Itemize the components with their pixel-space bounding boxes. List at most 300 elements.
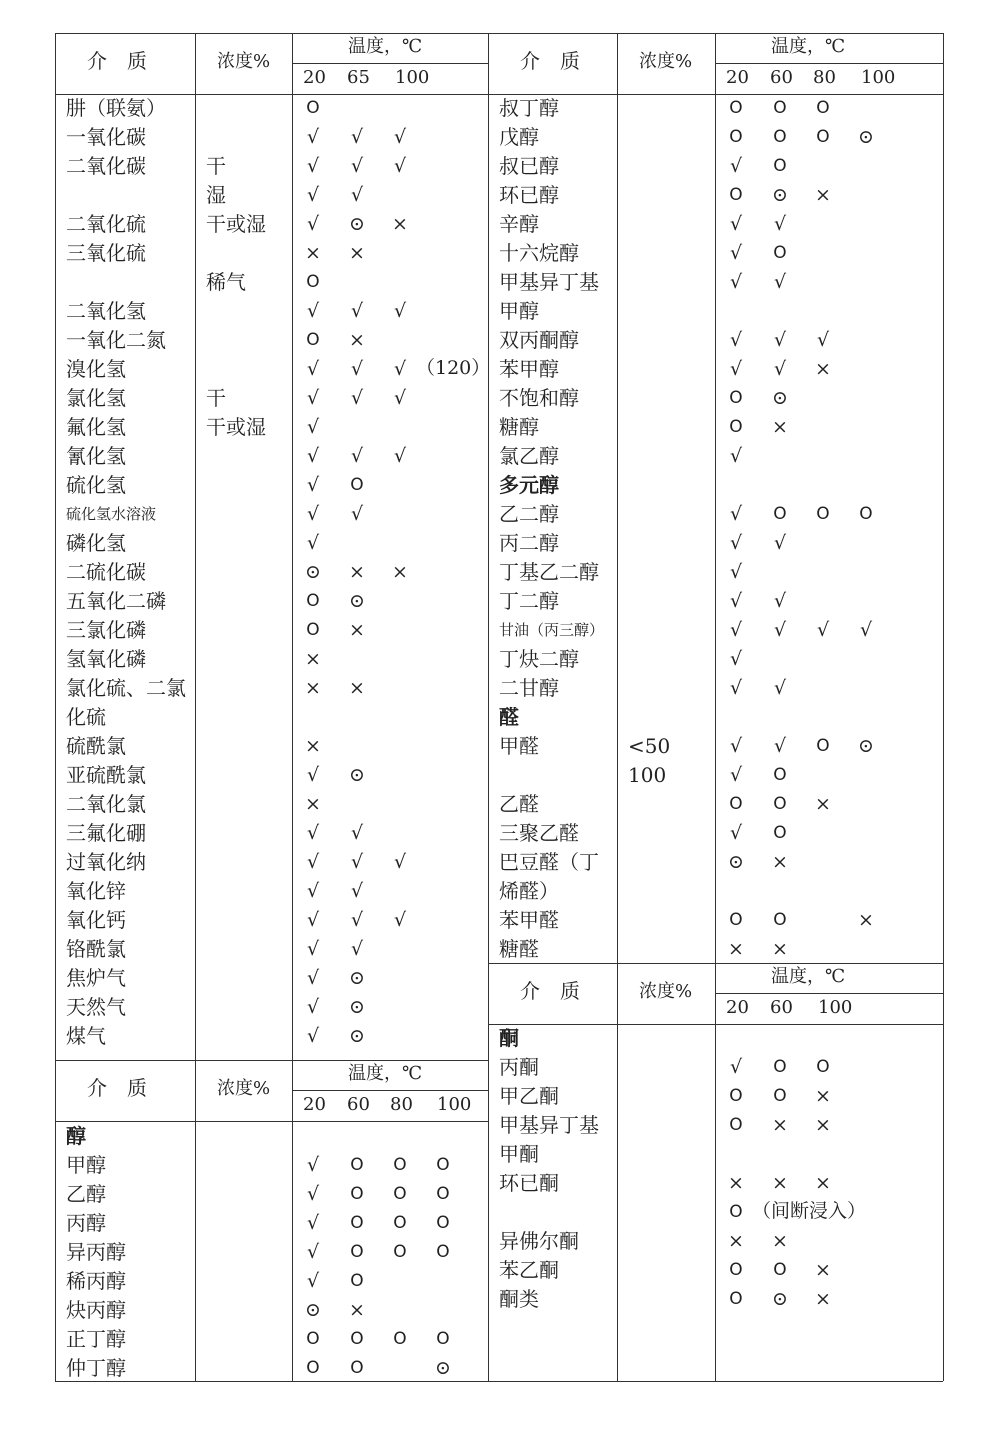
rule [55, 33, 56, 1381]
resistance-mark: √ [306, 1025, 320, 1047]
medium-name: 硫酰氯 [66, 734, 126, 758]
resistance-mark: O [306, 272, 320, 292]
medium-name: 焦炉气 [66, 966, 126, 990]
resistance-mark: O [350, 1155, 364, 1175]
resistance-mark: × [349, 329, 365, 351]
resistance-mark: × [305, 677, 321, 699]
resistance-mark: O [393, 1242, 407, 1262]
header-temp-100: 100 [437, 1094, 472, 1115]
resistance-mark: O [773, 156, 787, 176]
header-temperature: 温度，℃ [771, 36, 846, 57]
resistance-mark: ⊙ [728, 851, 744, 873]
resistance-mark: O [729, 1115, 743, 1135]
medium-name: 铬酰氯 [66, 937, 126, 961]
resistance-mark: √ [306, 1241, 320, 1263]
medium-name: 硫化氢水溶液 [66, 505, 157, 523]
resistance-mark: O [773, 98, 787, 118]
resistance-mark: O [306, 620, 320, 640]
resistance-mark: O [773, 127, 787, 147]
resistance-mark: O [773, 504, 787, 524]
resistance-mark: O [729, 1260, 743, 1280]
resistance-mark: O [729, 185, 743, 205]
resistance-mark: √ [350, 358, 364, 380]
rule [617, 33, 618, 1381]
resistance-mark: √ [306, 880, 320, 902]
medium-name: 二氧化硫 [66, 212, 146, 236]
resistance-mark: √ [729, 1056, 743, 1078]
header-temp-20: 20 [726, 997, 749, 1018]
medium-name: 多元醇 [499, 473, 559, 497]
resistance-mark: √ [816, 329, 830, 351]
resistance-mark: √ [306, 1183, 320, 1205]
medium-name: 二氧化氢 [66, 299, 146, 323]
medium-name: 甲基异丁基 [499, 1113, 599, 1137]
medium-name: 乙二醇 [499, 502, 559, 526]
resistance-mark: √ [350, 503, 364, 525]
medium-name: 亚硫酰氯 [66, 763, 146, 787]
resistance-mark: ⊙ [349, 764, 365, 786]
concentration-value: 干 [206, 154, 226, 178]
resistance-mark: √ [350, 851, 364, 873]
medium-name: 乙醇 [66, 1182, 106, 1206]
resistance-mark: × [858, 909, 874, 931]
resistance-mark: O [393, 1184, 407, 1204]
resistance-mark: × [305, 648, 321, 670]
resistance-mark: √ [306, 938, 320, 960]
medium-name: 氯化硫、二氯 [66, 676, 186, 700]
concentration-value: 干或湿 [206, 415, 266, 439]
resistance-mark: × [305, 793, 321, 815]
medium-name: 戊醇 [499, 125, 539, 149]
resistance-mark: O [393, 1155, 407, 1175]
header-medium: 介 质 [87, 49, 147, 73]
medium-name: 一氧化碳 [66, 125, 146, 149]
resistance-mark: × [728, 1230, 744, 1252]
header-concentration: 浓度% [639, 981, 693, 1002]
resistance-mark: √ [306, 416, 320, 438]
resistance-mark: √ [350, 938, 364, 960]
resistance-mark: ⊙ [305, 561, 321, 583]
resistance-mark: √ [306, 909, 320, 931]
resistance-mark: ⊙ [349, 590, 365, 612]
resistance-mark: O [393, 1329, 407, 1349]
resistance-mark: × [349, 242, 365, 264]
medium-name: 醇 [66, 1124, 86, 1148]
resistance-mark: √ [306, 445, 320, 467]
resistance-mark: √ [306, 822, 320, 844]
medium-name: 甘油（丙三醇） [499, 621, 605, 639]
resistance-mark: O [729, 1086, 743, 1106]
resistance-mark: √ [816, 619, 830, 641]
medium-name: 酮 [499, 1026, 519, 1050]
medium-name: 三聚乙醛 [499, 821, 579, 845]
medium-name: 苯甲醇 [499, 357, 559, 381]
header-temperature: 温度，℃ [348, 1063, 423, 1084]
resistance-mark: √ [393, 126, 407, 148]
medium-name: 氯乙醇 [499, 444, 559, 468]
medium-name: 辛醇 [499, 212, 539, 236]
resistance-mark: √ [729, 822, 743, 844]
resistance-mark: O [350, 1184, 364, 1204]
resistance-mark: × [772, 416, 788, 438]
resistance-mark: √ [773, 619, 787, 641]
resistance-mark: × [728, 938, 744, 960]
resistance-mark: √ [393, 155, 407, 177]
medium-name: 糖醛 [499, 937, 539, 961]
resistance-mark: √ [729, 648, 743, 670]
medium-name: 二硫化碳 [66, 560, 146, 584]
header-medium: 介 质 [520, 49, 580, 73]
medium-name: 乙醛 [499, 792, 539, 816]
medium-name: 三氟化硼 [66, 821, 146, 845]
medium-name: 氟化氢 [66, 415, 126, 439]
medium-name: 酮类 [499, 1287, 539, 1311]
medium-name: 丙二醇 [499, 531, 559, 555]
header-temperature: 温度，℃ [348, 36, 423, 57]
resistance-mark: √ [729, 358, 743, 380]
concentration-value: 干或湿 [206, 212, 266, 236]
resistance-mark: O [773, 243, 787, 263]
resistance-mark: √ [306, 532, 320, 554]
medium-name: 叔已醇 [499, 154, 559, 178]
medium-name: 叔丁醇 [499, 96, 559, 120]
header-temperature: 温度，℃ [771, 966, 846, 987]
header-temp-80: 80 [390, 1094, 413, 1115]
rule [488, 963, 943, 964]
resistance-mark: O [436, 1155, 450, 1175]
rule [55, 1121, 488, 1122]
medium-name: 过氧化纳 [66, 850, 146, 874]
resistance-mark: O [773, 1057, 787, 1077]
resistance-mark: √ [393, 300, 407, 322]
resistance-mark: √ [773, 590, 787, 612]
header-temp-20: 20 [726, 67, 749, 88]
note-text: （120） [416, 357, 491, 379]
resistance-mark: O [729, 388, 743, 408]
medium-name: 丙酮 [499, 1055, 539, 1079]
medium-name: 异佛尔酮 [499, 1229, 579, 1253]
resistance-mark: O [773, 794, 787, 814]
resistance-mark: √ [306, 213, 320, 235]
medium-name: 炔丙醇 [66, 1298, 126, 1322]
medium-name: 甲醇 [499, 299, 539, 323]
medium-name: 二甘醇 [499, 676, 559, 700]
rule [488, 33, 489, 1381]
medium-name: 氧化钙 [66, 908, 126, 932]
header-temp-20: 20 [303, 1094, 326, 1115]
resistance-mark: ⊙ [435, 1357, 451, 1379]
medium-name: 二氧化碳 [66, 154, 146, 178]
medium-name: 苯甲醛 [499, 908, 559, 932]
resistance-mark: √ [729, 764, 743, 786]
resistance-mark: √ [306, 474, 320, 496]
medium-name: 醛 [499, 705, 519, 729]
medium-name: 甲乙酮 [499, 1084, 559, 1108]
resistance-mark: ⊙ [305, 1299, 321, 1321]
medium-name: 三氧化硫 [66, 241, 146, 265]
medium-name: 环已酮 [499, 1171, 559, 1195]
rule [488, 1024, 943, 1025]
resistance-mark: O [306, 1358, 320, 1378]
medium-name: 甲醇 [66, 1153, 106, 1177]
resistance-mark: √ [729, 242, 743, 264]
resistance-mark: O [816, 736, 830, 756]
resistance-mark: × [772, 938, 788, 960]
rule [195, 33, 196, 1381]
rule [55, 1060, 488, 1061]
resistance-mark: √ [306, 764, 320, 786]
medium-name: 仲丁醇 [66, 1356, 126, 1380]
medium-name: 天然气 [66, 995, 126, 1019]
rule [292, 63, 488, 64]
resistance-mark: ⊙ [349, 996, 365, 1018]
resistance-mark: × [772, 1230, 788, 1252]
medium-name: 丙醇 [66, 1211, 106, 1235]
resistance-mark: × [772, 851, 788, 873]
medium-name: 稀丙醇 [66, 1269, 126, 1293]
resistance-mark: √ [306, 1154, 320, 1176]
resistance-mark: √ [306, 155, 320, 177]
resistance-mark: √ [859, 619, 873, 641]
resistance-mark: √ [306, 1212, 320, 1234]
resistance-mark: × [815, 1288, 831, 1310]
header-concentration: 浓度% [217, 51, 271, 72]
resistance-mark: √ [393, 445, 407, 467]
medium-name: 巴豆醛（丁 [499, 850, 599, 874]
resistance-mark: O [773, 823, 787, 843]
resistance-mark: √ [729, 735, 743, 757]
resistance-mark: √ [306, 503, 320, 525]
header-temp-100: 100 [861, 67, 896, 88]
resistance-mark: ⊙ [349, 967, 365, 989]
rule [715, 993, 943, 994]
medium-name: 氯化氢 [66, 386, 126, 410]
header-temp-100: 100 [818, 997, 853, 1018]
medium-name: 丁炔二醇 [499, 647, 579, 671]
resistance-mark: √ [306, 851, 320, 873]
resistance-mark: √ [393, 358, 407, 380]
resistance-mark: √ [729, 213, 743, 235]
resistance-mark: O [436, 1329, 450, 1349]
medium-name: 一氧化二氮 [66, 328, 166, 352]
resistance-mark: √ [306, 358, 320, 380]
header-temp-60: 60 [770, 997, 793, 1018]
medium-name: 正丁醇 [66, 1327, 126, 1351]
resistance-mark: O [306, 98, 320, 118]
resistance-mark: √ [306, 126, 320, 148]
resistance-mark: O [350, 1271, 364, 1291]
resistance-mark: √ [306, 1270, 320, 1292]
resistance-mark: O [729, 98, 743, 118]
header-medium: 介 质 [520, 979, 580, 1003]
resistance-mark: √ [729, 532, 743, 554]
rule [292, 33, 293, 1381]
resistance-mark: √ [306, 300, 320, 322]
resistance-mark: √ [729, 561, 743, 583]
resistance-mark: × [392, 561, 408, 583]
medium-name: 氧化锌 [66, 879, 126, 903]
rule [943, 33, 944, 1381]
rule [55, 33, 943, 34]
resistance-mark: O [729, 417, 743, 437]
medium-name: 糖醇 [499, 415, 539, 439]
resistance-mark: O [773, 1086, 787, 1106]
resistance-mark: ⊙ [349, 1025, 365, 1047]
resistance-mark: × [349, 619, 365, 641]
resistance-mark: √ [773, 677, 787, 699]
resistance-mark: √ [306, 184, 320, 206]
medium-name: 烯醛） [499, 879, 559, 903]
resistance-mark: × [772, 1114, 788, 1136]
medium-name: 苯乙酮 [499, 1258, 559, 1282]
resistance-mark: × [815, 793, 831, 815]
medium-name: 煤气 [66, 1024, 106, 1048]
resistance-mark: × [305, 242, 321, 264]
resistance-mark: √ [306, 996, 320, 1018]
resistance-mark: √ [729, 271, 743, 293]
concentration-value: 100 [628, 763, 667, 787]
resistance-mark: O [436, 1184, 450, 1204]
resistance-mark: √ [350, 909, 364, 931]
medium-name: 五氧化二磷 [66, 589, 166, 613]
resistance-mark: O [729, 127, 743, 147]
resistance-mark: O [306, 1329, 320, 1349]
resistance-mark: √ [393, 387, 407, 409]
resistance-mark: × [349, 561, 365, 583]
medium-name: 化硫 [66, 705, 106, 729]
medium-name: 环已醇 [499, 183, 559, 207]
resistance-mark: O [816, 504, 830, 524]
medium-name: 丁二醇 [499, 589, 559, 613]
medium-name: 肼（联氨） [66, 96, 166, 120]
resistance-mark: √ [773, 358, 787, 380]
resistance-mark: O [773, 765, 787, 785]
resistance-mark: ⊙ [858, 735, 874, 757]
resistance-mark: O [306, 330, 320, 350]
resistance-mark: × [815, 1085, 831, 1107]
medium-name: 磷化氢 [66, 531, 126, 555]
medium-name: 二氧化氯 [66, 792, 146, 816]
resistance-mark: √ [350, 155, 364, 177]
resistance-mark: √ [773, 213, 787, 235]
resistance-mark: √ [729, 155, 743, 177]
resistance-mark: O [816, 98, 830, 118]
resistance-mark: √ [773, 735, 787, 757]
resistance-mark: √ [350, 822, 364, 844]
rule [715, 33, 716, 1381]
resistance-mark: O [729, 1289, 743, 1309]
resistance-mark: × [728, 1172, 744, 1194]
concentration-value: 湿 [206, 183, 226, 207]
resistance-mark: × [815, 1259, 831, 1281]
resistance-mark: O [350, 1358, 364, 1378]
resistance-mark: √ [729, 503, 743, 525]
resistance-mark: √ [729, 445, 743, 467]
resistance-mark: × [815, 184, 831, 206]
medium-name: 甲基异丁基 [499, 270, 599, 294]
resistance-mark: √ [773, 271, 787, 293]
header-concentration: 浓度% [217, 1078, 271, 1099]
resistance-mark: √ [350, 880, 364, 902]
medium-name: 氢氧化磷 [66, 647, 146, 671]
medium-name: 甲酮 [499, 1142, 539, 1166]
header-temp-100: 100 [395, 67, 430, 88]
header-temp-60: 60 [770, 67, 793, 88]
resistance-mark: √ [393, 851, 407, 873]
resistance-mark: × [815, 358, 831, 380]
medium-name: 溴化氢 [66, 357, 126, 381]
resistance-mark: √ [350, 387, 364, 409]
resistance-mark: O [729, 794, 743, 814]
rule [292, 1090, 488, 1091]
header-medium: 介 质 [87, 1076, 147, 1100]
medium-name: 异丙醇 [66, 1240, 126, 1264]
resistance-mark: O [350, 475, 364, 495]
medium-name: 三氯化磷 [66, 618, 146, 642]
medium-name: 双丙酮醇 [499, 328, 579, 352]
resistance-mark: √ [350, 445, 364, 467]
medium-name: 甲醛 [499, 734, 539, 758]
resistance-mark: O [729, 1202, 743, 1222]
resistance-mark: O [436, 1213, 450, 1233]
resistance-mark: √ [729, 677, 743, 699]
note-text: （间断浸入） [752, 1200, 867, 1222]
resistance-mark: √ [393, 909, 407, 931]
resistance-mark: O [436, 1242, 450, 1262]
resistance-mark: × [305, 735, 321, 757]
resistance-mark: O [393, 1213, 407, 1233]
resistance-mark: O [729, 910, 743, 930]
resistance-mark: ⊙ [772, 184, 788, 206]
resistance-mark: O [859, 504, 873, 524]
resistance-mark: O [350, 1242, 364, 1262]
medium-name: 硫化氢 [66, 473, 126, 497]
resistance-mark: × [815, 1114, 831, 1136]
resistance-mark: O [816, 1057, 830, 1077]
resistance-mark: √ [773, 532, 787, 554]
resistance-mark: √ [306, 967, 320, 989]
header-temp-20: 20 [303, 67, 326, 88]
resistance-mark: O [773, 910, 787, 930]
medium-name: 十六烷醇 [499, 241, 579, 265]
resistance-mark: ⊙ [772, 1288, 788, 1310]
medium-name: 丁基乙二醇 [499, 560, 599, 584]
resistance-mark: √ [729, 329, 743, 351]
resistance-mark: × [772, 1172, 788, 1194]
resistance-mark: √ [729, 619, 743, 641]
rule [55, 1381, 943, 1382]
resistance-mark: × [815, 1172, 831, 1194]
resistance-mark: √ [350, 300, 364, 322]
medium-name: 氰化氢 [66, 444, 126, 468]
concentration-value: 稀气 [206, 270, 246, 294]
header-temp-80: 80 [813, 67, 836, 88]
medium-name: 不饱和醇 [499, 386, 579, 410]
resistance-mark: O [816, 127, 830, 147]
header-concentration: 浓度% [639, 51, 693, 72]
header-temp-60: 60 [347, 1094, 370, 1115]
concentration-value: 干 [206, 386, 226, 410]
resistance-mark: O [306, 591, 320, 611]
resistance-mark: √ [729, 590, 743, 612]
resistance-mark: ⊙ [772, 387, 788, 409]
resistance-mark: × [349, 677, 365, 699]
resistance-mark: × [392, 213, 408, 235]
resistance-mark: O [773, 1260, 787, 1280]
concentration-value: <50 [628, 734, 671, 758]
resistance-mark: O [350, 1213, 364, 1233]
resistance-mark: √ [306, 387, 320, 409]
